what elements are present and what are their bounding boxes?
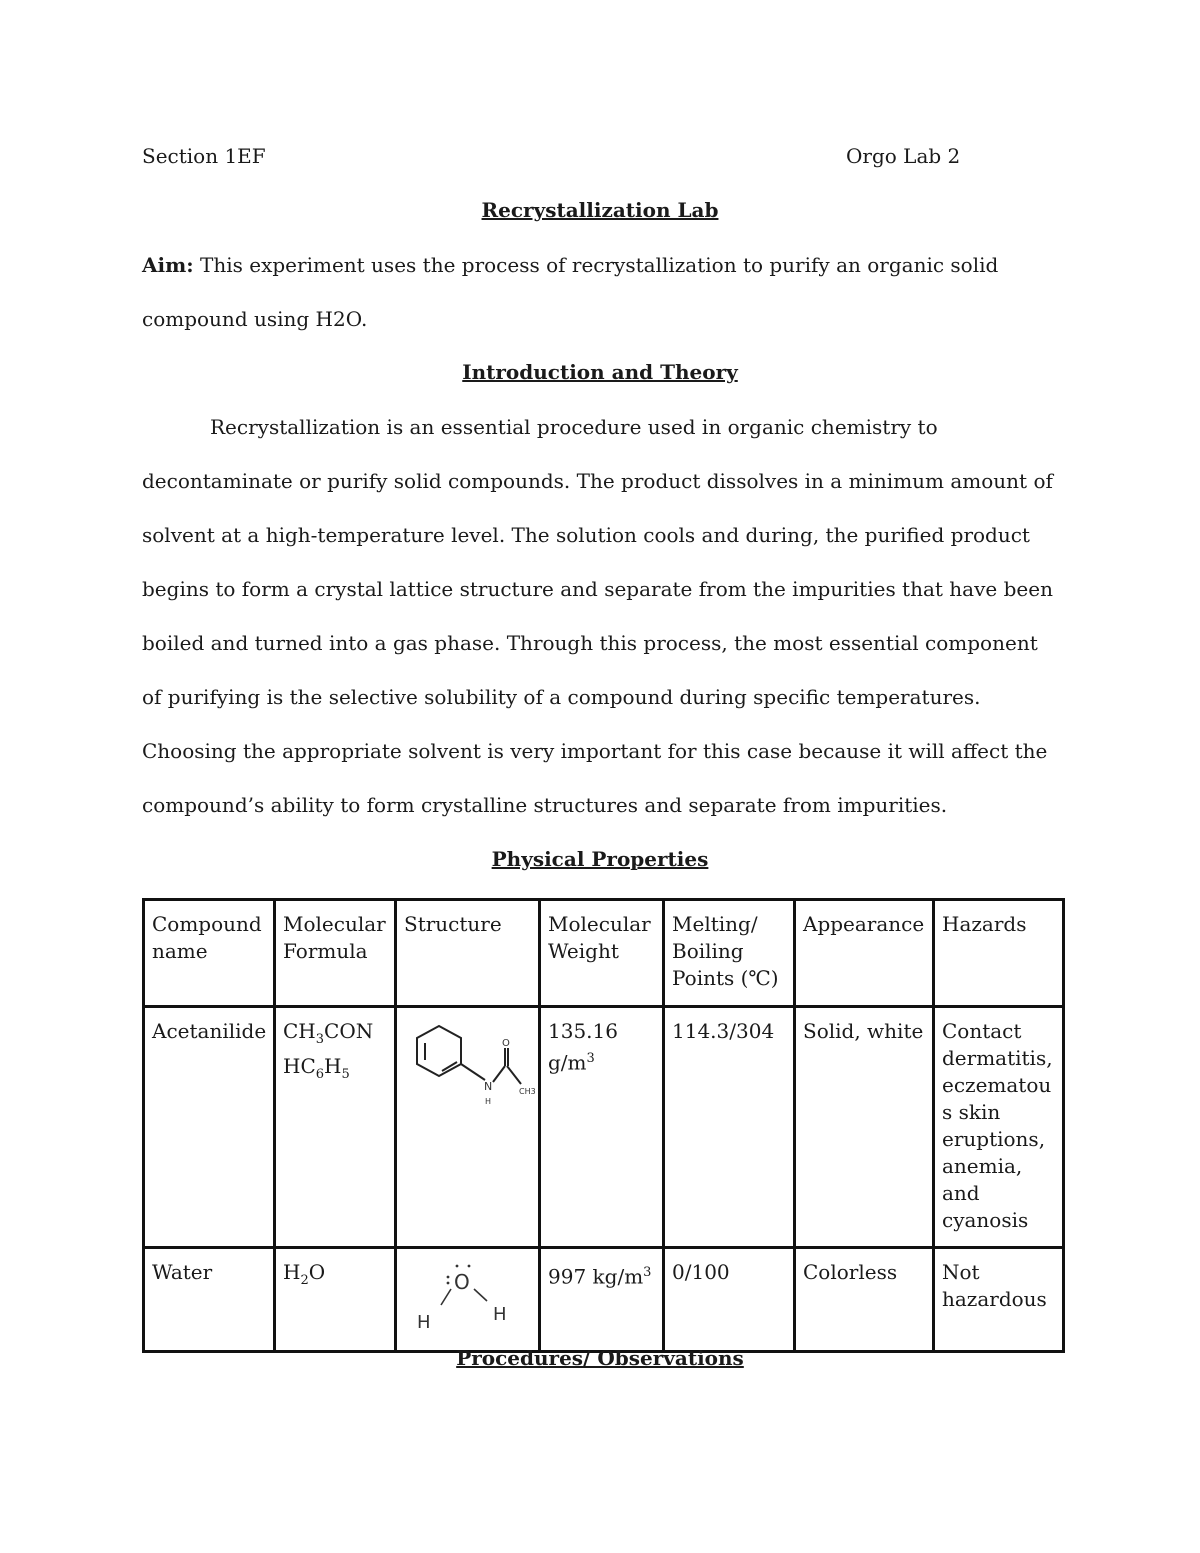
cell-points: 0/100 (664, 1248, 795, 1352)
cell-name: Water (144, 1248, 275, 1352)
cell-structure (396, 1007, 540, 1248)
struct-label-o: O (454, 1270, 470, 1294)
struct-label-h: H (485, 1097, 492, 1106)
aim-text: This experiment uses the process of recrystallization to purify an organic solid compound using H2O. (142, 253, 999, 331)
aim-label: Aim: (142, 253, 194, 277)
col-header-appearance: Appearance (795, 900, 934, 1007)
cell-weight: 997 $kg/m^3$ (540, 1248, 664, 1352)
cell-structure (396, 1248, 540, 1352)
intro-heading: Introduction and Theory (462, 360, 738, 384)
cell-hazards: Not hazardous (934, 1248, 1064, 1352)
document-title: Recrystallization Lab (481, 198, 719, 222)
intro-text: Recrystallization is an essential procedure used in organic chemistry to decontaminate or purify solid compounds. The product dissolves in a minimum amount of solvent at a high-temperature level. The solution cools and during, the purified product begins to form a crystal lattice structure and separate from the impurities that have been boiled and turned into a gas phase. Through this process, the most essential component of purifying is the selective solubility of a compound during specific temperatures. Choosing the appropriate solvent is very important for this case because it will affect the compound’s ability to form crystalline structures and separate from impurities. (142, 415, 1053, 817)
intro-paragraph (142, 400, 1062, 832)
struct-label-o: O (502, 1038, 510, 1049)
cell-name: Acetanilide (144, 1007, 275, 1248)
struct-label-n: N (484, 1080, 493, 1093)
col-header-points: Melting/ Boiling Points (℃) (664, 900, 795, 1007)
col-header-weight: Molecular Weight (540, 900, 664, 1007)
water-structure-icon (397, 1249, 537, 1347)
col-header-compound: Compound name (144, 900, 275, 1007)
procedures-heading: Procedures/ Observations (456, 1346, 744, 1370)
col-header-formula: Molecular Formula (275, 900, 396, 1007)
cell-hazards: Contact dermatitis, eczematou s skin eruptions, anemia, and cyanosis (934, 1007, 1064, 1248)
struct-label-h1: H (417, 1312, 431, 1333)
cell-formula: $CH_3CON$ $HC_6H_5$ (275, 1007, 396, 1248)
cell-points: 114.3/304 (664, 1007, 795, 1248)
cell-appearance: Colorless (795, 1248, 934, 1352)
col-header-structure: Structure (396, 900, 540, 1007)
struct-label-ch3: CH3 (519, 1087, 536, 1096)
table-row-acetanilide (144, 1007, 1064, 1248)
table-row-water (144, 1248, 1064, 1352)
aim-paragraph (142, 238, 1062, 346)
cell-appearance: Solid, white (795, 1007, 934, 1248)
header-course: Orgo Lab 2 (846, 144, 961, 168)
properties-heading: Physical Properties (491, 847, 709, 871)
acetanilide-structure-icon (397, 1008, 537, 1233)
table-header-row (144, 900, 1064, 1007)
col-header-hazards: Hazards (934, 900, 1064, 1007)
struct-label-h2: H (493, 1304, 507, 1325)
header-section: Section 1EF (142, 144, 266, 168)
physical-properties-table (142, 898, 1065, 1353)
cell-formula: $H_2O$ (275, 1248, 396, 1352)
cell-weight: 135.16 $g/m^3$ (540, 1007, 664, 1248)
